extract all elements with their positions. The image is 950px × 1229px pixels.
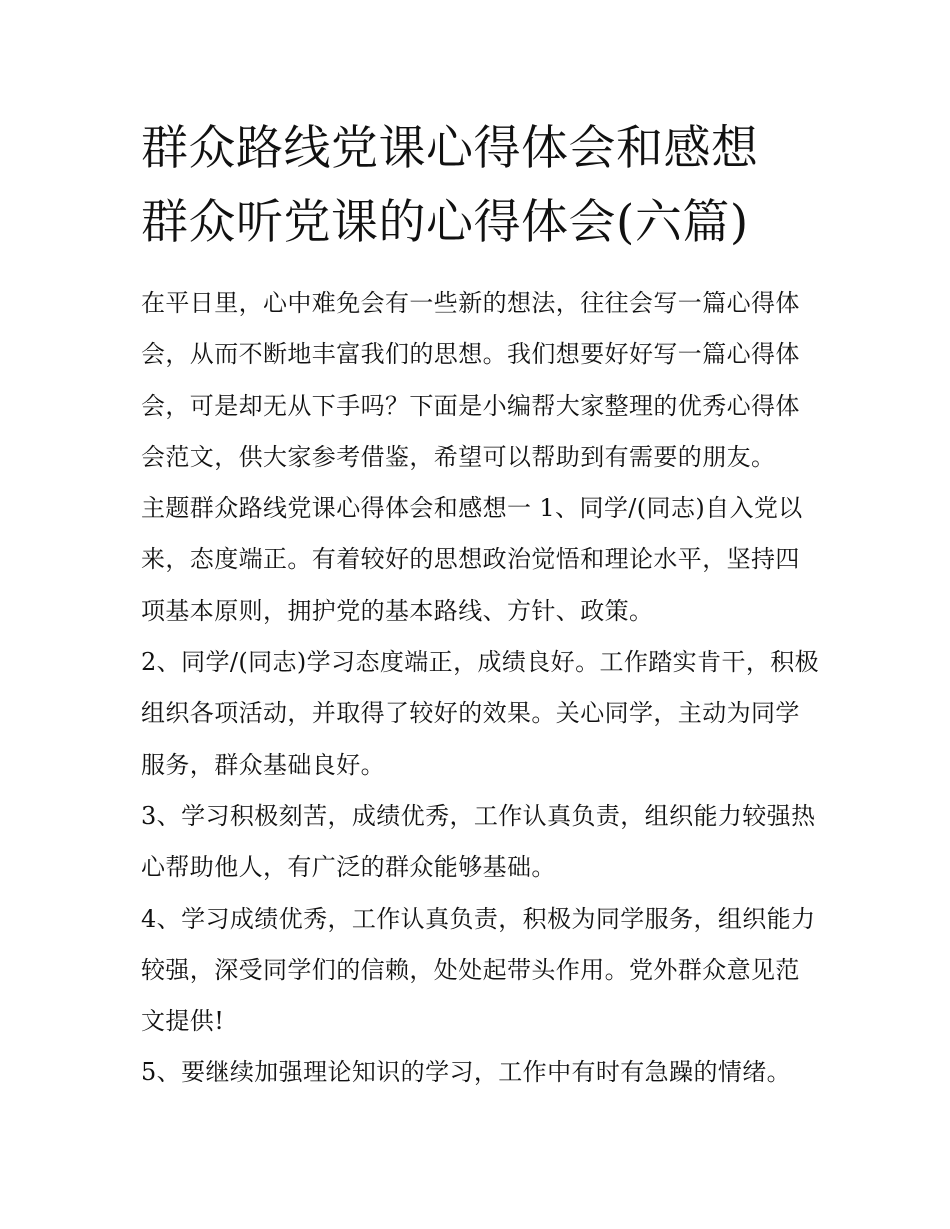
title-line-1: 群众路线党课心得体会和感想 (141, 121, 759, 176)
document-title (141, 112, 821, 260)
document-body (141, 278, 821, 1099)
paragraph-item-2: 2、同学/(同志)学习态度端正，成绩良好。工作踏实肯干，积极组织各项活动，并取得了较好的效果。关心同学，主动为同学服务，群众基础良好。 (141, 648, 820, 779)
paragraph-item-5: 5、要继续加强理论知识的学习，工作中有时有急躁的情绪。 (141, 1058, 792, 1087)
document-page (141, 112, 821, 1099)
paragraph-item-1: 主题群众路线党课心得体会和感想一 1、同学/(同志)自入党以来，态度端正。有着较好的思想政治觉悟和理论水平，坚持四项基本原则，拥护党的基本路线、方针、政策。 (141, 494, 803, 625)
title-line-2: 群众听党课的心得体会(六篇) (141, 195, 749, 250)
paragraph-intro: 在平日里，心中难免会有一些新的想法，往往会写一篇心得体会，从而不断地丰富我们的思想。我们想要好好写一篇心得体会，可是却无从下手吗？下面是小编帮大家整理的优秀心得体会范文，供大家参考借鉴，希望可以帮助到有需要的朋友。 (141, 289, 800, 471)
paragraph-item-3: 3、学习积极刻苦，成绩优秀，工作认真负责，组织能力较强热心帮助他人，有广泛的群众能够基础。 (141, 801, 816, 882)
paragraph-item-4: 4、学习成绩优秀，工作认真负责，积极为同学服务，组织能力较强，深受同学们的信赖，处处起带头作用。党外群众意见范文提供! (141, 904, 816, 1036)
